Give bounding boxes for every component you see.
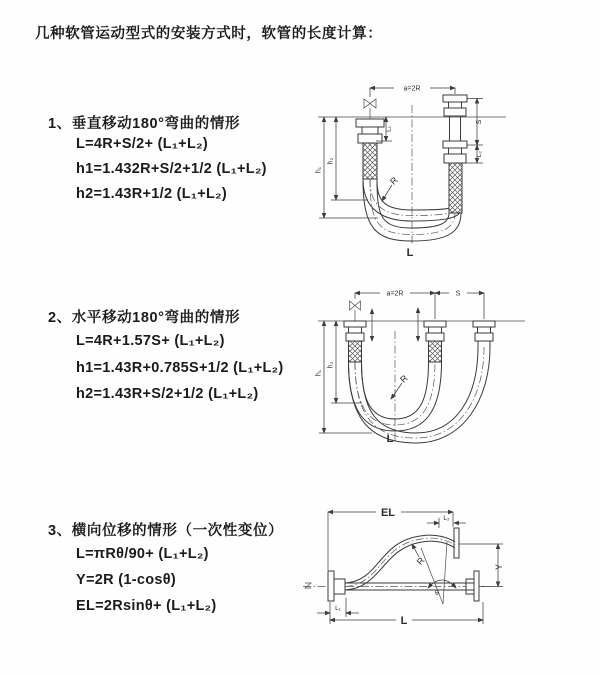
centerline-mark <box>305 583 311 588</box>
flange-left <box>344 321 366 362</box>
radius-callout <box>391 373 410 399</box>
valve-icon <box>364 88 376 119</box>
dim-el-label: EL <box>380 507 396 519</box>
dim-top-span-label: a=2R <box>386 290 404 298</box>
page-title: 几种软管运动型式的安装方式时，软管的长度计算： <box>35 26 383 42</box>
dim-bottom-l <box>330 602 483 627</box>
dim-l2-label: L₂ <box>443 515 450 522</box>
diagram-vertical-180-bend <box>310 75 600 265</box>
radius-callout <box>412 544 427 567</box>
section-1-formula-h1: h1=1.432R+S/2+1/2 (L₁+L₂) <box>76 161 267 177</box>
flange-right-upper <box>443 95 467 141</box>
section-2-formula-L: L=4R+1.57S+ (L₁+L₂) <box>76 333 225 349</box>
dim-h1-label: h₁ <box>315 369 323 377</box>
angle-theta <box>421 542 456 604</box>
hose-length-label: L <box>406 247 414 259</box>
hose-u-curves <box>349 347 491 443</box>
flange-left <box>356 119 384 179</box>
flange-right-lower <box>443 141 467 213</box>
dim-y-label: Y <box>494 563 504 571</box>
dim-travel-label: S <box>455 290 461 298</box>
section-3-heading: 3、横向位移的情形（一次性变位） <box>48 523 284 539</box>
radius-label: R <box>388 175 400 187</box>
section-3-formula-EL: EL=2Rsinθ+ (L₁+L₂) <box>76 598 217 614</box>
flange-upper-right <box>454 528 459 558</box>
flange-middle <box>424 321 446 362</box>
section-3-formula-L: L=πRθ/90+ (L₁+L₂) <box>76 546 209 562</box>
dim-bottom-left-fitting <box>317 598 359 617</box>
dim-l-label: L <box>400 615 408 627</box>
dim-h2-label: h₂ <box>327 361 335 369</box>
dim-right-fitting-label: L₂ <box>476 150 483 158</box>
section-1-formula-L: L=4R+S/2+ (L₁+L₂) <box>76 136 208 152</box>
valve-icon <box>350 301 361 321</box>
section-2-formula-h2: h2=1.43R+S/2+1/2 (L₁+L₂) <box>76 386 259 402</box>
radius-callout <box>382 175 400 201</box>
diagram-lateral-displacement <box>300 498 600 650</box>
dim-left-fitting-label: L₁ <box>385 126 393 132</box>
dim-top <box>355 291 484 320</box>
dim-h1-label: h₁ <box>315 166 323 174</box>
dim-l1-label: L₁ <box>335 605 341 612</box>
section-1-formula-h2: h2=1.43R+1/2 (L₁+L₂) <box>76 186 228 202</box>
flange-right <box>466 571 479 601</box>
dim-top-right-fitting <box>427 515 466 528</box>
radius-label: R <box>398 373 410 385</box>
dim-top-span-label: a=2R <box>403 85 421 93</box>
section-3-formula-Y: Y=2R (1-cosθ) <box>76 572 176 588</box>
flange-left <box>328 571 345 601</box>
section-2-heading: 2、水平移动180°弯曲的情形 <box>48 310 241 326</box>
flange-right <box>473 321 495 347</box>
dim-travel-label: S <box>476 119 483 125</box>
hose-s-curve <box>345 535 455 590</box>
hose-length-label: L <box>386 433 394 445</box>
dim-h2-label: h₂ <box>327 157 335 165</box>
dim-top-span <box>370 86 455 95</box>
radius-label: R <box>414 555 427 567</box>
section-1-heading: 1、垂直移动180°弯曲的情形 <box>48 116 241 132</box>
diagram-horizontal-180-bend <box>310 281 600 453</box>
section-2-formula-h1: h1=1.43R+0.785S+1/2 (L₁+L₂) <box>76 360 284 376</box>
angle-label: θ <box>435 590 439 597</box>
